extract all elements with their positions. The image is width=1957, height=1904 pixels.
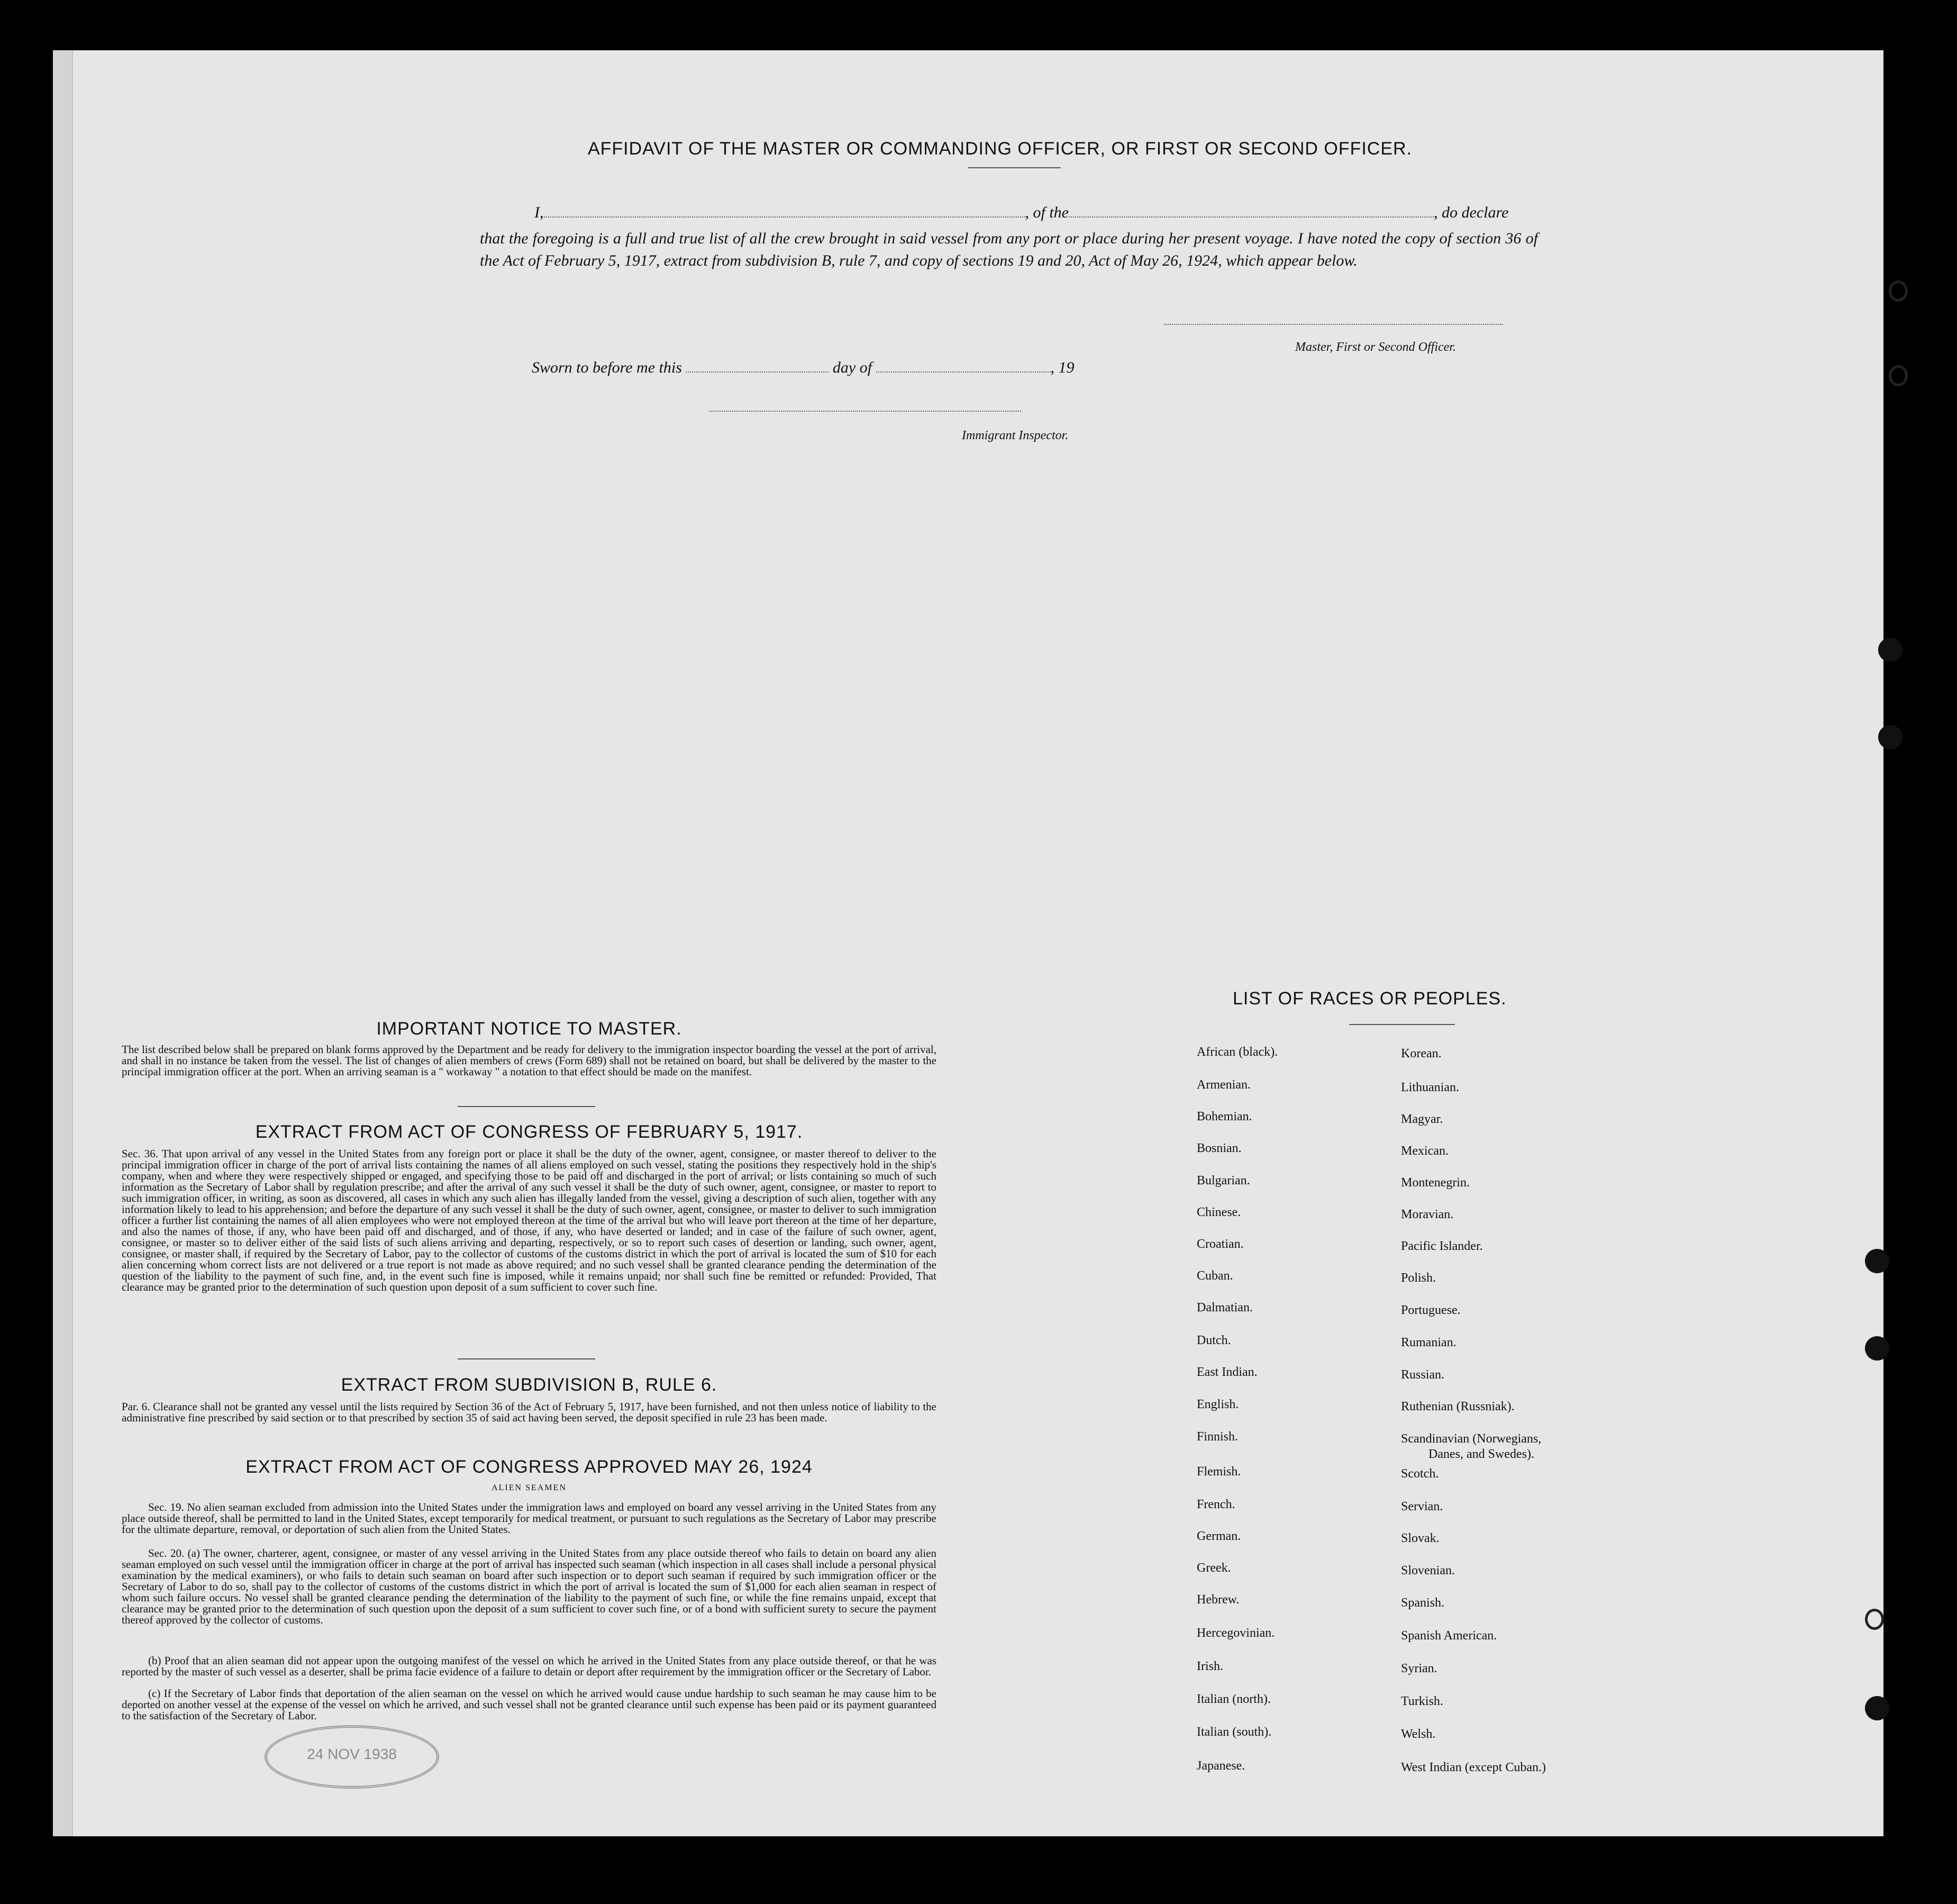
races-title: LIST OF RACES OR PEOPLES. (1233, 989, 1507, 1009)
subdivision-title: EXTRACT FROM SUBDIVISION B, RULE 6. (341, 1375, 717, 1395)
race-item: Lithuanian. (1401, 1081, 1459, 1094)
race-item: Ruthenian (Russniak). (1401, 1400, 1515, 1413)
race-item: Japanese. (1197, 1759, 1245, 1773)
race-item: English. (1197, 1398, 1239, 1411)
notice-title: IMPORTANT NOTICE TO MASTER. (376, 1019, 682, 1039)
race-item: Servian. (1401, 1500, 1443, 1513)
race-item: Dutch. (1197, 1334, 1231, 1347)
affidavit-line-one (534, 204, 1508, 222)
sec-20c-body: (c) If the Secretary of Labor finds that deportation of the alien seaman on the vessel on which he arrived would cause undue hardship to such seaman he may cause him to be deported on another vessel at the expense of the vessel on which he arrived, and such vessel shall not be granted clearance until such expense has been paid or its payment guaranteed to the satisfaction of the Secretary of Labor. (122, 1687, 936, 1722)
race-item: Armenian. (1197, 1078, 1251, 1092)
master-signature-label: Master, First or Second Officer. (1295, 340, 1456, 354)
race-item: Greek. (1197, 1561, 1231, 1575)
race-item: Russian. (1401, 1368, 1445, 1382)
vessel-of-label: , of the (1025, 204, 1069, 221)
race-item: Flemish. (1197, 1465, 1241, 1479)
binder-hole-ring-icon (1889, 280, 1908, 302)
race-item: Chinese. (1197, 1205, 1241, 1219)
race-item: Cuban. (1197, 1269, 1233, 1283)
page-fold-edge (53, 50, 73, 1836)
binder-hole-icon (1878, 638, 1903, 662)
race-item: Spanish American. (1401, 1629, 1497, 1643)
race-item: Dalmatian. (1197, 1301, 1253, 1314)
race-item: Croatian. (1197, 1237, 1244, 1251)
race-item: Polish. (1401, 1271, 1436, 1285)
race-item: Magyar. (1401, 1112, 1443, 1126)
extract-1917-body: Sec. 36. That upon arrival of any vessel in the United States from any foreign port or place it shall be the duty of the owner, agent, consignee, or master thereof to deliver to the principal immigration officer in charge of the port of arrival lists containing the names of all aliens employed on such vessel, stating the positions they respectively hold in the ship's company, when and where they were respectively shipped or engaged, and specifying those to be paid off and discharged in the port of arrival; or lists containing so much of such information as the Secretary of Labor shall by regulation prescribe; and after the arrival of any such vessel it shall be the duty of such owner, agent, consignee, or master to report to such immigration officer, in writing, as soon as discovered, all cases in which any such alien has illegally landed from the vessel, giving a description of such alien, together with any information likely to lead to his apprehension; and before the departure of any such vessel it shall be the duty of such owner, agent, consignee, or master to deliver to such immigration officer a further list containing the names of all alien employees who were not employed thereon at the time of the arrival but who will leave port thereon at the time of her departure, and also the names of those, if any, who have been paid off and discharged, and of those, if any, who have deserted or landed; and in case of the failure of such owner, agent, consignee, or master so to deliver either of the said lists of such aliens arriving and departing, respectively, or so to report such cases of desertion or landing, such owner, agent, consignee, or master shall, if required by the Secretary of Labor, pay to the collector of customs of the customs district in which the port of arrival is located the sum of $10 for each alien concerning whom correct lists are not delivered or a true report is not made as above required; and no such vessel shall be granted clearance pending the determination of the question of the liability to the payment of such fine, and, in the event such fine is imposed, while it remains unpaid; nor shall such fine be remitted or refunded: Provided, That clearance may be granted prior to the determination of such question upon deposit of a sum sufficient to cover such fine. (122, 1147, 936, 1293)
race-item: Welsh. (1401, 1727, 1436, 1741)
race-item: Irish. (1197, 1660, 1223, 1673)
race-item: Italian (south). (1197, 1725, 1272, 1739)
race-item: Finnish. (1197, 1430, 1239, 1444)
declare-label: , do declare (1434, 204, 1509, 221)
extract-1917-title: EXTRACT FROM ACT OF CONGRESS OF FEBRUARY 5, 1917. (255, 1122, 803, 1142)
section-divider (458, 1106, 595, 1107)
race-item: Bosnian. (1197, 1141, 1242, 1155)
inspector-label: Immigrant Inspector. (962, 429, 1069, 442)
sworn-prefix: Sworn to before me this (532, 359, 682, 376)
sworn-statement (532, 359, 1075, 377)
binder-hole-icon (1878, 725, 1903, 749)
race-item: French. (1197, 1498, 1235, 1511)
sworn-day-of: day of (832, 359, 872, 376)
affiant-name-field[interactable] (544, 216, 1025, 217)
race-item: Moravian. (1401, 1208, 1454, 1221)
race-item: Italian (north). (1197, 1692, 1271, 1706)
race-item: Hebrew. (1197, 1593, 1240, 1607)
race-item: Montenegrin. (1401, 1176, 1470, 1190)
race-item: Slovak. (1401, 1531, 1440, 1545)
binder-hole-icon (1865, 1249, 1889, 1273)
sworn-year: , 19 (1050, 359, 1075, 376)
binder-hole-ring-icon (1865, 1609, 1884, 1630)
race-item: Portuguese. (1401, 1303, 1461, 1317)
affidavit-body: that the foregoing is a full and true list of all the crew brought in said vessel from any port or place during her present voyage. I have noted the copy of section 36 of the Act of February 5, 1917, extract from subdivision B, rule 7, and copy of sections 19 and 20, Act of May 26, 1924, which appear below. (480, 230, 1538, 269)
affidavit-title: AFFIDAVIT OF THE MASTER OR COMMANDING OFFICER, OR FIRST OR SECOND OFFICER. (587, 139, 1413, 159)
race-item: Danes, and Swedes). (1428, 1447, 1534, 1461)
inspector-signature-line[interactable] (709, 411, 1021, 412)
race-item: Scandinavian (Norwegians, (1401, 1432, 1542, 1446)
alien-seamen-subtitle: ALIEN SEAMEN (491, 1483, 567, 1492)
sec-20b-body: (b) Proof that an alien seaman did not appear upon the outgoing manifest of the vessel on which he arrived in the United States from any place outside thereof, or that he was reported by the master of such vessel as a deserter, shall be prima facie evidence of a failure to detain or deport after requirement by the immigration officer or the Secretary of Labor. (122, 1654, 936, 1678)
race-item: Hercegovinian. (1197, 1626, 1275, 1640)
sworn-day-field[interactable] (686, 371, 829, 373)
race-item: Scotch. (1401, 1467, 1439, 1481)
race-item: Bulgarian. (1197, 1174, 1250, 1187)
section-divider (458, 1358, 595, 1359)
vessel-name-field[interactable] (1069, 216, 1434, 217)
extract-1924-title: EXTRACT FROM ACT OF CONGRESS APPROVED MAY 26, 1924 (245, 1457, 813, 1477)
race-item: Pacific Islander. (1401, 1239, 1483, 1253)
master-signature-line[interactable] (1164, 324, 1503, 325)
race-item: Syrian. (1401, 1662, 1437, 1675)
races-divider (1349, 1024, 1455, 1025)
race-item: German. (1197, 1529, 1241, 1543)
race-item: Korean. (1401, 1047, 1442, 1060)
affiant-label: I, (534, 204, 544, 221)
subdivision-body: Par. 6. Clearance shall not be granted any vessel until the lists required by Section 36 of the Act of February 5, 1917, have been furnished, and not then unless notice of liability to the administrative fine prescribed by said section or to that prescribed by section 35 of said act having been served, the deposit specified in rule 23 has been made. (122, 1400, 936, 1424)
race-item: Rumanian. (1401, 1336, 1457, 1349)
race-item: Bohemian. (1197, 1110, 1252, 1123)
binder-hole-ring-icon (1889, 365, 1908, 386)
race-item: West Indian (except Cuban.) (1401, 1761, 1546, 1774)
race-item: Spanish. (1401, 1596, 1445, 1610)
sec-19-body: Sec. 19. No alien seaman excluded from admission into the United States under the immigration laws and employed on board any vessel arriving in the United States from any place outside thereof, shall be permitted to land in the United States, except temporarily for medical treatment, or pursuant to such regulations as the Secretary of Labor may prescribe for the ultimate departure, removal, or deportation of such alien from the United States. (122, 1501, 936, 1536)
race-item: African (black). (1197, 1045, 1278, 1059)
sec-20a-body: Sec. 20. (a) The owner, charterer, agent, consignee, or master of any vessel arriving in the United States from any place outside thereof who fails to detain on board any alien seaman employed on such vessel until the immigration officer in charge at the port of arrival has inspected such seaman (which inspection in all cases shall include a personal physical examination by the medical examiners), or who fails to detain such seaman on board after such inspection or to deport such seaman if required by such immigration officer or the Secretary of Labor to do so, shall pay to the collector of customs of the customs district in which the port of arrival is located the sum of $1,000 for each alien seaman in respect of whom such failure occurs. No vessel shall be granted clearance pending the determination of the liability to the payment of such fine, or while the fine remains unpaid, except that clearance may be granted prior to the determination of such question upon the deposit of a sum sufficient to cover such fine, or of a bond with sufficient surety to secure the payment thereof approved by the collector of customs. (122, 1547, 936, 1626)
date-stamp: 24 NOV 1938 (265, 1725, 439, 1789)
race-item: East Indian. (1197, 1365, 1258, 1379)
title-divider (968, 167, 1061, 168)
race-item: Turkish. (1401, 1694, 1443, 1708)
race-item: Slovenian. (1401, 1564, 1455, 1577)
race-item: Mexican. (1401, 1144, 1449, 1158)
notice-body: The list described below shall be prepared on blank forms approved by the Department and be ready for delivery to the immigration inspector boarding the vessel at the port of arrival, and shall in no instance be taken from the vessel. The list of changes of alien members of crews (Form 689) shall not be retained on board, but shall be delivered by the master to the principal immigration officer at the port. When an arriving seaman is a " workaway " a notation to that effect should be made on the manifest. (122, 1043, 936, 1078)
binder-hole-icon (1865, 1336, 1889, 1361)
sworn-month-field[interactable] (876, 371, 1051, 373)
binder-hole-icon (1865, 1696, 1889, 1720)
